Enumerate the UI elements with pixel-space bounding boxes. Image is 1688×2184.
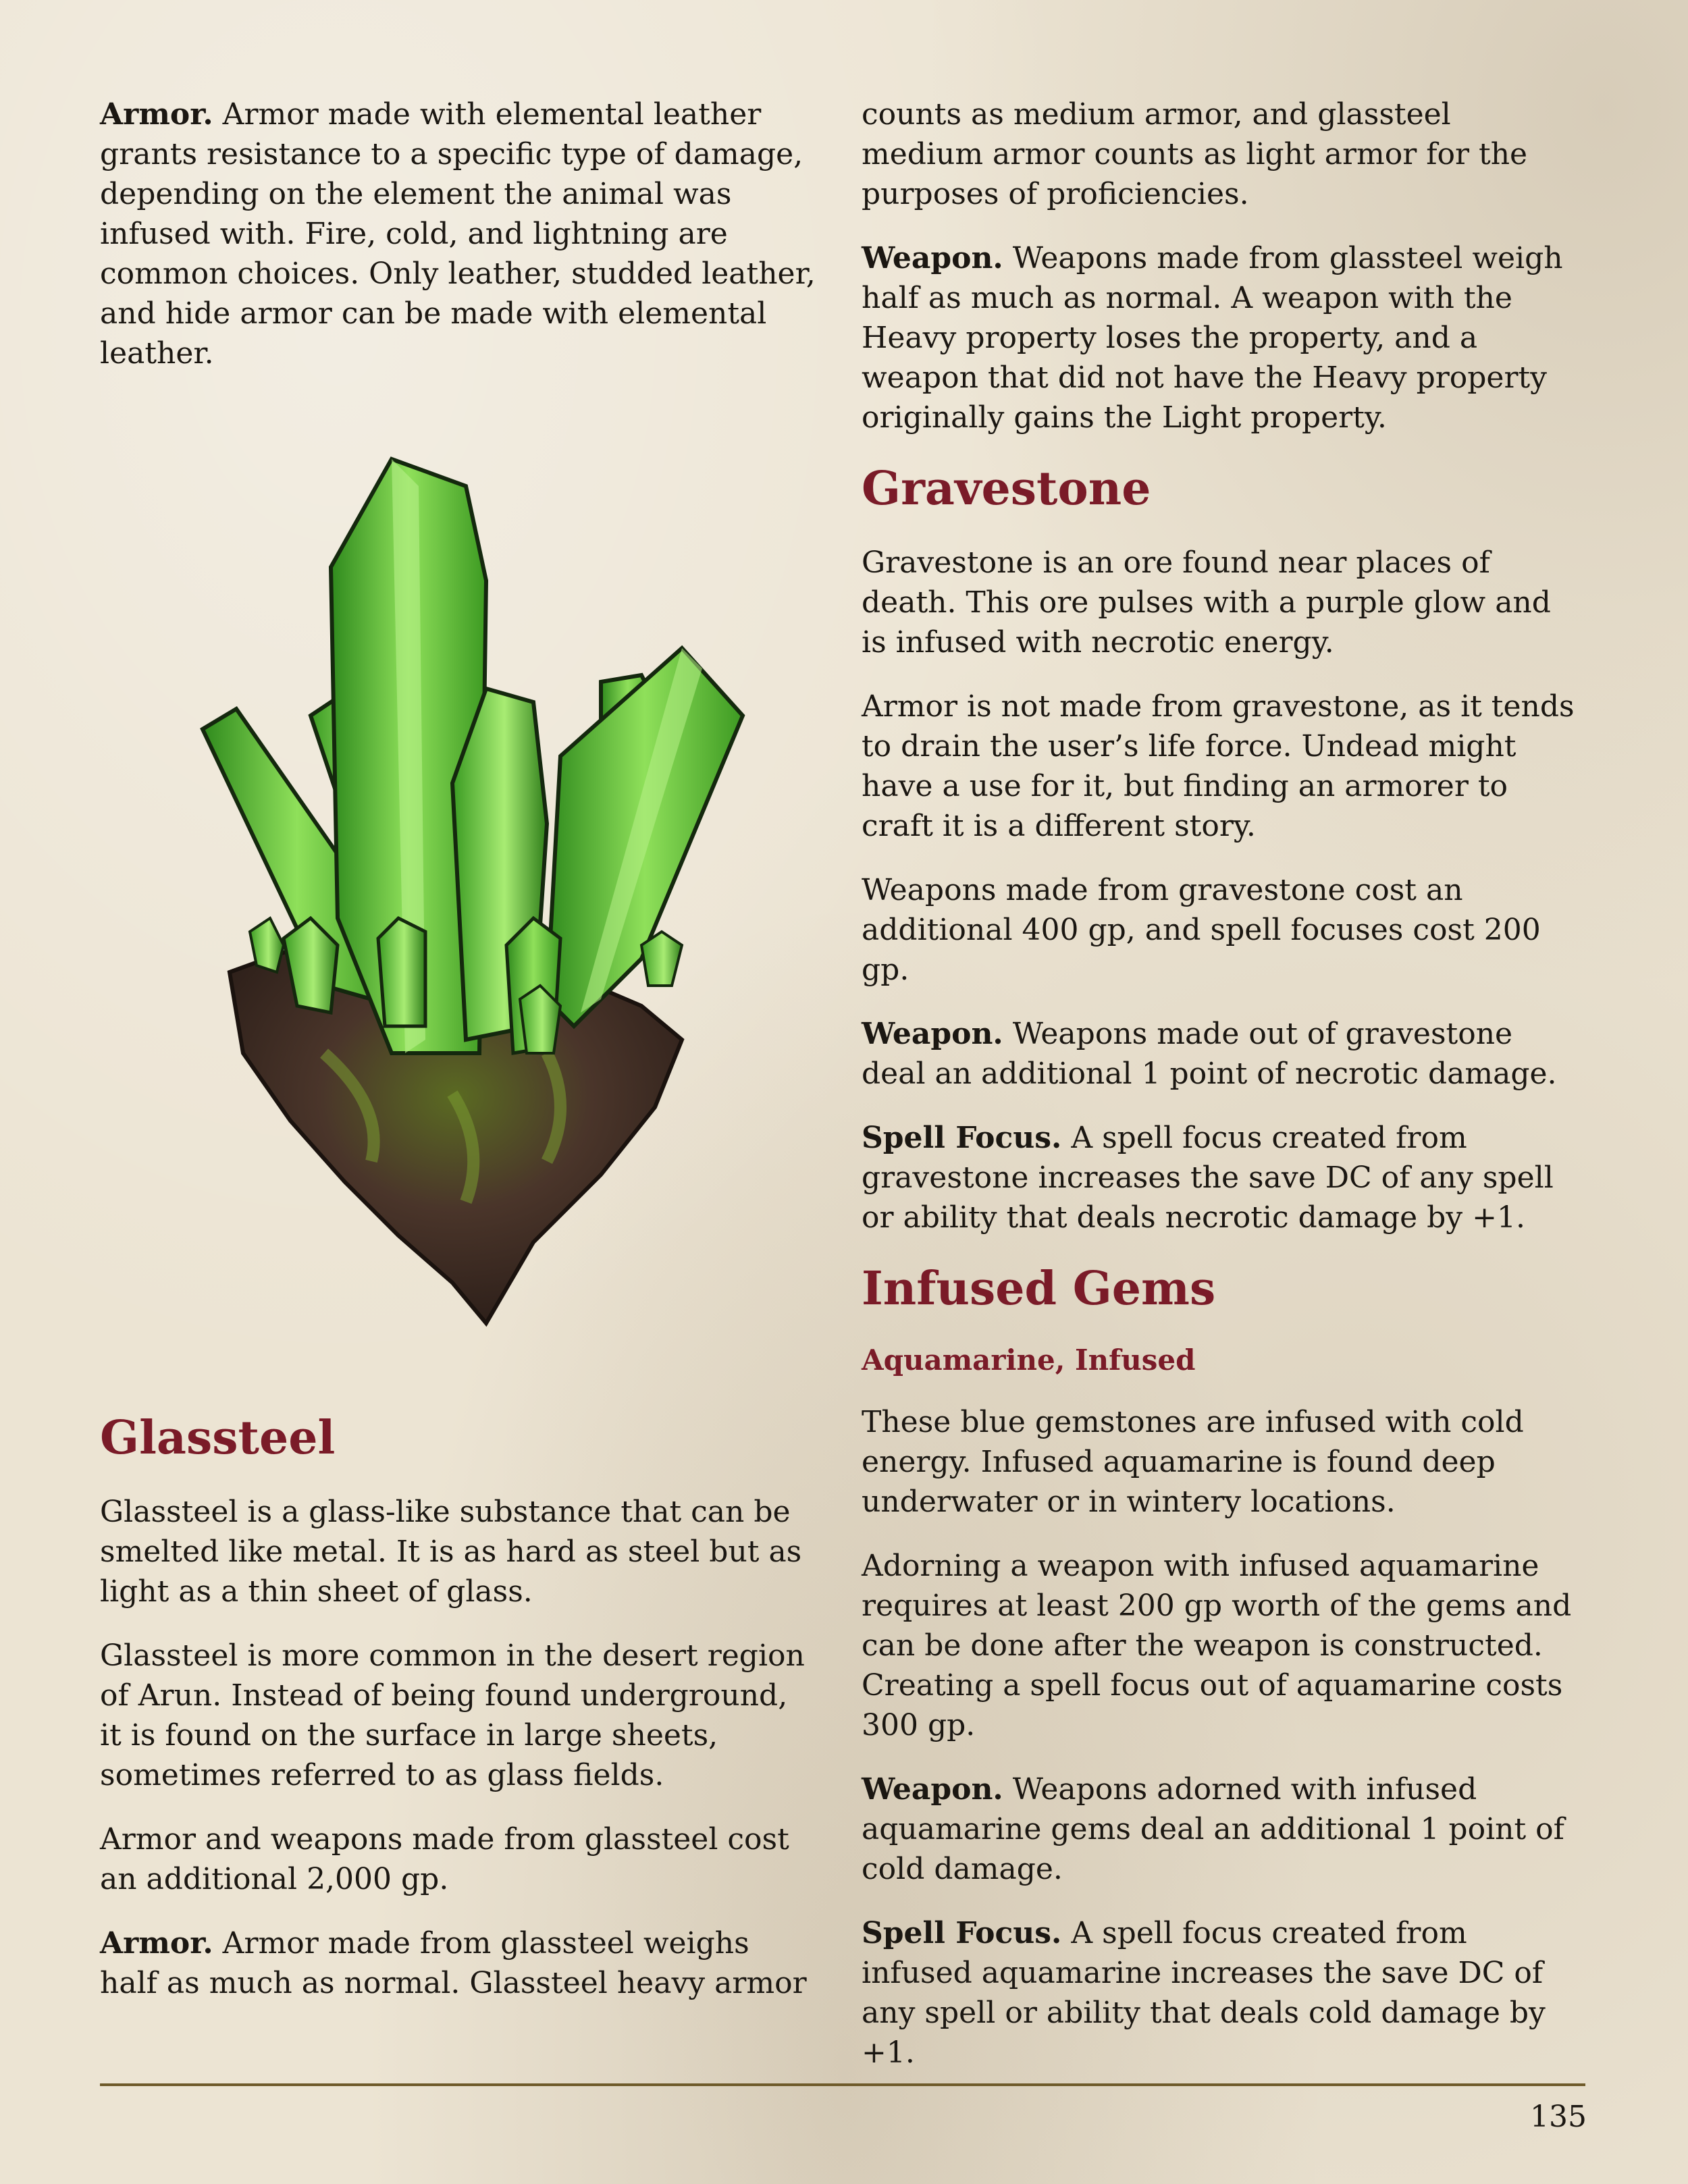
armor-paragraph	[100, 95, 816, 373]
gravestone-focus-label: Spell Focus.	[862, 1121, 1062, 1155]
glassteel-section	[100, 1411, 816, 2027]
glassteel-p3: Armor and weapons made from glassteel cost an additional 2,000 gp.	[100, 1822, 789, 1896]
footer-divider	[100, 2083, 1585, 2086]
gravestone-heading: Gravestone	[862, 462, 1151, 516]
right-column	[862, 95, 1577, 2097]
gravestone-weapon-text: Weapons made out of gravestone deal an additional 1 point of necrotic damage.	[862, 1017, 1557, 1091]
infused-gems-heading: Infused Gems	[862, 1262, 1216, 1316]
glassteel-p2: Glassteel is more common in the desert region of Arun. Instead of being found underground, it is found on the surface in large sheets, sometimes referred to as glass fields.	[100, 1639, 805, 1792]
aquamarine-p2: Adorning a weapon with infused aquamarine requires at least 200 gp worth of the gems and can be done after the weapon is constructed. Creating a spell focus out of aquamarine costs 300 gp.	[862, 1549, 1572, 1742]
aquamarine-weapon-label: Weapon.	[862, 1772, 1003, 1807]
left-column	[100, 95, 816, 398]
aquamarine-weapon-paragraph	[862, 1769, 1577, 1889]
armor-text: Armor made with elemental leather grants resistance to a specific type of damage, depending on the element the animal was infused with. Fire, cold, and lightning are common choices. Only leather, studded leather, and hide armor can be made with elemental leather.	[100, 97, 816, 371]
glassteel-armor-paragraph	[100, 1923, 816, 2003]
page-number: 135	[1530, 2100, 1587, 2134]
armor-label: Armor.	[100, 97, 213, 132]
gravestone-p3: Weapons made from gravestone cost an additional 400 gp, and spell focuses cost 200 gp.	[862, 873, 1541, 987]
green-crystal-cluster-icon	[169, 446, 749, 1350]
glassteel-p1: Glassteel is a glass-like substance that can be smelted like metal. It is as hard as steel but as light as a thin sheet of glass.	[100, 1495, 802, 1609]
glassteel-armor-label: Armor.	[100, 1926, 213, 1961]
aquamarine-subheading: Aquamarine, Infused	[862, 1343, 1196, 1377]
aquamarine-weapon-text: Weapons adorned with infused aquamarine gems deal an additional 1 point of cold damage.	[862, 1772, 1564, 1886]
glassteel-weapon-text: Weapons made from glassteel weigh half as much as normal. A weapon with the Heavy property loses the property, and a weapon that did not have the Heavy property originally gains the Light property.	[862, 241, 1563, 435]
glassteel-heading: Glassteel	[100, 1411, 336, 1465]
gravestone-p2: Armor is not made from gravestone, as it tends to drain the user’s life force. Undead might have a use for it, but finding an armorer to craft it is a different story.	[862, 689, 1575, 843]
aquamarine-p1: These blue gemstones are infused with cold energy. Infused aquamarine is found deep underwater or in wintery locations.	[862, 1405, 1524, 1519]
glassteel-weapon-label: Weapon.	[862, 241, 1003, 275]
armor-continued: counts as medium armor, and glassteel medium armor counts as light armor for the purposes of proficiencies.	[862, 97, 1528, 211]
aquamarine-focus-label: Spell Focus.	[862, 1916, 1062, 1950]
gravestone-focus-text: A spell focus created from gravestone increases the save DC of any spell or ability that deals necrotic damage by +1.	[862, 1121, 1554, 1235]
glassteel-armor-text: Armor made from glassteel weighs half as much as normal. Glassteel heavy armor	[100, 1926, 807, 2000]
glassteel-weapon-paragraph	[862, 238, 1577, 437]
gravestone-focus-paragraph	[862, 1118, 1577, 1237]
gravestone-p1: Gravestone is an ore found near places of death. This ore pulses with a purple glow and is infused with necrotic energy.	[862, 545, 1551, 660]
gravestone-weapon-label: Weapon.	[862, 1017, 1003, 1051]
gravestone-weapon-paragraph	[862, 1014, 1577, 1094]
aquamarine-focus-paragraph	[862, 1913, 1577, 2073]
aquamarine-focus-text: A spell focus created from infused aquamarine increases the save DC of any spell or ability that deals cold damage by +1.	[862, 1916, 1546, 2070]
